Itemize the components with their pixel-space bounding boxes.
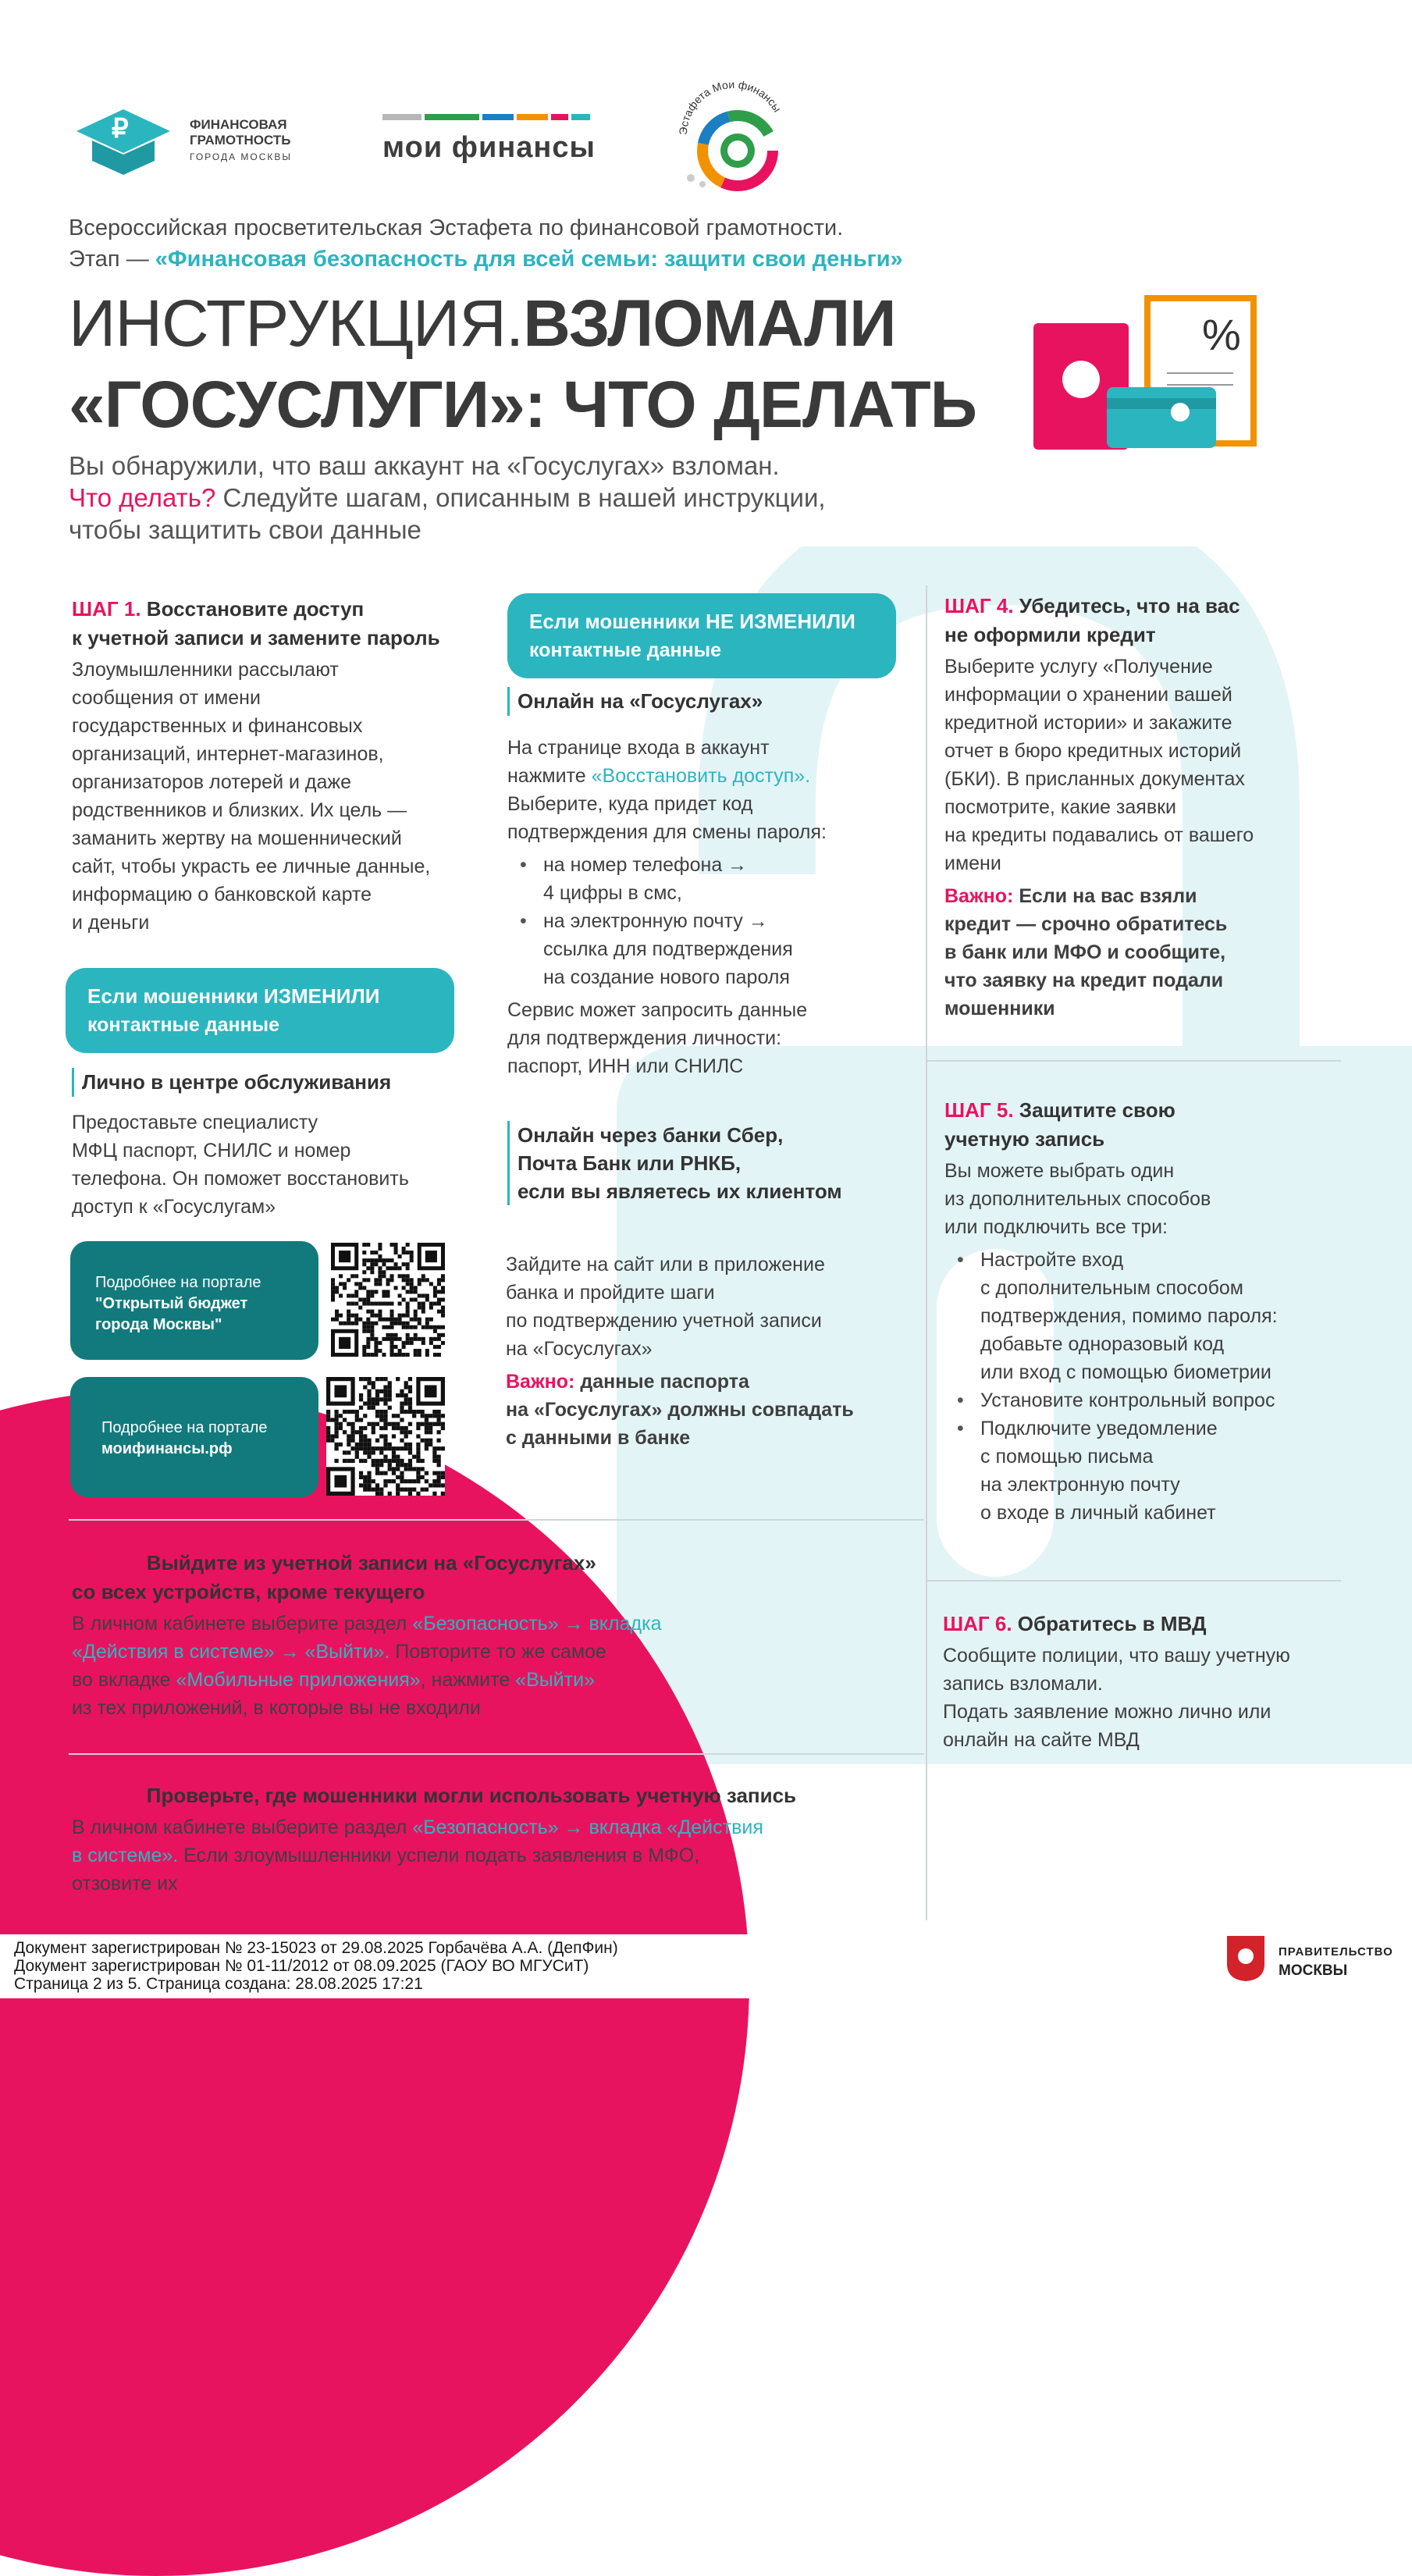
- step-5-body: [944, 1157, 1358, 1241]
- list-item: • Установите контрольный вопрос: [944, 1386, 1358, 1414]
- title-bold-2: «ГОСУСЛУГИ»: ЧТО ДЕЛАТЬ: [69, 368, 977, 441]
- gov-line-1: ПРАВИТЕЛЬСТВО: [1279, 1945, 1393, 1959]
- text-line: Вы можете выбрать один: [944, 1160, 1175, 1182]
- step-3-title: ШАГ 3. Проверьте, где мошенники могли использовать учетную запись: [72, 1784, 797, 1807]
- online-gosuslugi-heading: Онлайн на «Госуслугах»: [507, 687, 763, 716]
- stage-name: «Финансовая безопасность для всей семьи: защити свои деньги»: [155, 247, 903, 272]
- step-1: [72, 595, 509, 937]
- step-4-title: ШАГ 4. Убедитесь, что на вас не оформили кредит: [944, 594, 1240, 646]
- text-line: организаторов лотерей и даже: [72, 771, 352, 793]
- portal-moifinansy-button[interactable]: [70, 1377, 318, 1497]
- in-person-heading: Лично в центре обслуживания: [72, 1068, 391, 1097]
- step-2-title: ШАГ 2. Выйдите из учетной записи на «Госуслугах» со всех устройств, кроме текущего: [72, 1551, 596, 1603]
- step-3: [72, 1781, 915, 1898]
- gov-line-2: МОСКВЫ: [1279, 1962, 1348, 1979]
- security-link[interactable]: «Безопасность» → вкладка: [412, 1613, 662, 1635]
- footer-line-3: Страница 2 из 5. Страница создана: 28.08.2025 17:21: [14, 1975, 423, 1993]
- text-line: государственных и финансовых: [72, 715, 363, 737]
- qr-code-icon[interactable]: [326, 1377, 445, 1496]
- step-1-title: ШАГ 1. Восстановите доступ к учетной записи и замените пароль: [72, 597, 440, 649]
- step-4: [944, 592, 1350, 1023]
- online-gosuslugi-body: На странице входа в аккаунт нажмите «Восстановить доступ». Выберите, куда придет код подтверждения для смены пароля: • на номер телефона → 4 цифры в смс, • на электронную почту → ссылка для подтверждения на создание нового пароля Сервис может запросить данные для подтверждения личности: паспорт, ИНН или СНИЛС: [507, 734, 913, 1080]
- title-bold-1: ВЗЛОМАЛИ: [523, 286, 896, 360]
- title-light: ИНСТРУКЦИЯ.: [69, 286, 524, 360]
- text-line: Сообщите полиции, что вашу учетную: [943, 1645, 1290, 1667]
- relay-logo-icon: [663, 69, 804, 201]
- subtitle-line-2: Что делать? Следуйте шагам, описанным в нашей инструкции,: [69, 483, 826, 512]
- text-line: Предоставьте специалисту: [72, 1112, 318, 1133]
- step-4-body: [944, 653, 1350, 877]
- registration-footer: [14, 1939, 618, 1993]
- column-divider-right: [926, 585, 927, 1920]
- text-line: доступ к «Госуслугам»: [72, 1196, 276, 1218]
- logo-line-1: ФИНАНСОВАЯ: [190, 117, 287, 132]
- financial-literacy-logo: [69, 100, 303, 178]
- footer-line-2: Документ зарегистрирован № 01-11/2012 от 08.09.2025 (ГАОУ ВО МГУСиТ): [14, 1957, 589, 1975]
- step-2-body: В личном кабинете выберите раздел «Безопасность» → вкладка «Действия в системе» → «Выйти». Повторите то же самое во вкладке «Мобильные приложения», нажмите «Выйти» из тех приложений, в которые вы не входили: [72, 1613, 662, 1719]
- step-6-title: ШАГ 6. Обратитесь в МВД: [943, 1612, 1207, 1635]
- step-6: [943, 1610, 1357, 1754]
- mobile-apps-link[interactable]: «Мобильные приложения»: [176, 1669, 421, 1691]
- text-line: на «Госуслугах»: [506, 1338, 653, 1360]
- text-line: родственников и близких. Их цель —: [72, 799, 407, 821]
- row-divider-2: [69, 1753, 924, 1755]
- in-system-link[interactable]: в системе».: [72, 1845, 179, 1866]
- text-line: или подключить все три:: [944, 1216, 1168, 1238]
- divider-step5-6: [927, 1580, 1341, 1582]
- step-2: [72, 1549, 915, 1722]
- actions-exit-link[interactable]: «Действия в системе» → «Выйти».: [72, 1641, 390, 1663]
- subtitle-line-1: Вы обнаружили, что ваш аккаунт на «Госуслугах» взломан.: [69, 451, 780, 480]
- logo-line-2: ГРАМОТНОСТЬ: [190, 133, 291, 148]
- text-line: кредитной истории» и закажите: [944, 712, 1232, 734]
- text-line: банка и пройдите шаги: [506, 1282, 715, 1304]
- list-item: • Подключите уведомление с помощью письма на электронную почту о входе в личный кабинет: [944, 1414, 1358, 1527]
- text-line: отчет в бюро кредитных историй: [944, 740, 1242, 762]
- step-4-important: Важно: Если на вас взяли кредит — срочно обратитесь в банк или МФО и сообщите, что заявку на кредит подали мошенники: [944, 885, 1228, 1019]
- step-5-list: [944, 1246, 1358, 1527]
- text-line: МФЦ паспорт, СНИЛС и номер: [72, 1140, 351, 1162]
- text-line: для подтверждения личности:: [507, 1027, 782, 1049]
- list-item: • на номер телефона → 4 цифры в смс,: [507, 851, 913, 907]
- step-1-body: [72, 656, 509, 937]
- intro-line-1: Всероссийская просветительская Эстафета по финансовой грамотности.: [69, 215, 844, 240]
- exit-link[interactable]: «Выйти»: [515, 1669, 596, 1691]
- intro-line-2: Этап — «Финансовая безопасность для всей семьи: защити свои деньги»: [69, 247, 903, 272]
- step-5: [944, 1096, 1358, 1527]
- text-line: заманить жертву на мошеннический: [72, 827, 402, 849]
- moscow-government-logo: [1225, 1934, 1397, 1989]
- row-divider-1: [69, 1519, 924, 1521]
- in-person-body: [72, 1108, 509, 1221]
- text-line: Подать заявление можно лично или: [943, 1701, 1272, 1723]
- moi-finansy-logo: [382, 109, 601, 172]
- text-line: паспорт, ИНН или СНИЛС: [507, 1055, 744, 1077]
- text-line: Почта Банк или РНКБ,: [517, 1151, 742, 1175]
- text-line: на кредиты подавались от вашего: [944, 824, 1254, 846]
- portal1-line3: города Москвы": [95, 1316, 222, 1333]
- restore-access-link[interactable]: «Восстановить доступ».: [591, 765, 811, 787]
- footer-line-1: Документ зарегистрирован № 23-15023 от 29.08.2025 Горбачёва А.А. (ДепФин): [14, 1939, 618, 1957]
- portal1-line2: "Открытый бюджет: [95, 1295, 248, 1312]
- text-line: Злоумышленники рассылают: [72, 659, 339, 681]
- svg-text:%: %: [1202, 310, 1241, 359]
- moscow-coat-of-arms-icon: [1225, 1934, 1266, 1983]
- step-6-body: [943, 1642, 1357, 1754]
- online-banks-body: Зайдите на сайт или в приложение банка и пройдите шаги по подтверждению учетной записи на «Госуслугах» Важно: данные паспорта на «Госуслугах» должны совпадать с данными в банке: [506, 1251, 912, 1452]
- divider-step4-5: [927, 1060, 1341, 1062]
- text-line: из дополнительных способов: [944, 1188, 1211, 1210]
- text-line: и деньги: [72, 912, 150, 934]
- text-line: запись взломали.: [943, 1673, 1103, 1695]
- text-line: информацию о банковской карте: [72, 884, 372, 906]
- step-5-title: ШАГ 5. Защитите свою учетную запись: [944, 1098, 1175, 1151]
- text-line: посмотрите, какие заявки: [944, 796, 1176, 818]
- text-line: (БКИ). В присланных документах: [944, 768, 1245, 790]
- svg-text:₽: ₽: [112, 114, 129, 144]
- subtitle-line-3: чтобы защитить свои данные: [69, 515, 421, 544]
- portal2-line1: Подробнее на портале: [101, 1419, 268, 1436]
- relay-logo-text: Эстафета Мои финансы: [676, 77, 784, 136]
- graduation-cap-icon: [69, 100, 178, 178]
- portal1-line1: Подробнее на портале: [95, 1274, 261, 1291]
- list-item: • на электронную почту → ссылка для подтверждения на создание нового пароля: [507, 907, 913, 991]
- text-line: по подтверждению учетной записи: [506, 1310, 822, 1332]
- text-line: Зайдите на сайт или в приложение: [506, 1254, 825, 1276]
- logo-line-3: ГОРОДА МОСКВЫ: [190, 151, 293, 162]
- text-line: информации о хранении вашей: [944, 684, 1232, 706]
- documents-illustration-icon: [1030, 295, 1264, 451]
- pill-contacts-changed: Если мошенники ИЗМЕНИЛИ контактные данные: [66, 968, 454, 1053]
- text-line: имени: [944, 852, 1001, 874]
- portal-open-budget-button[interactable]: [70, 1241, 318, 1360]
- qr-code-icon[interactable]: [331, 1243, 445, 1357]
- text-line: сообщения от имени: [72, 687, 261, 709]
- code-destination-list: [507, 851, 913, 991]
- pill-contacts-not-changed: Если мошенники НЕ ИЗМЕНИЛИ контактные данные: [507, 593, 896, 678]
- subtitle: [69, 450, 826, 546]
- text-line: телефона. Он поможет восстановить: [72, 1168, 409, 1190]
- text-line: Сервис может запросить данные: [507, 999, 808, 1021]
- online-banks-heading: [507, 1121, 842, 1205]
- portal2-line2: моифинансы.рф: [101, 1440, 233, 1457]
- moi-finansy-text: мои финансы: [382, 131, 596, 164]
- security-actions-link[interactable]: «Безопасность» → вкладка «Действия: [412, 1816, 763, 1838]
- step-3-body: В личном кабинете выберите раздел «Безопасность» → вкладка «Действия в системе». Если злоумышленники успели подать заявления в МФО, отзовите их: [72, 1816, 763, 1895]
- list-item: • Настройте вход с дополнительным способом подтверждения, помимо пароля: добавьте одноразовый код или вход с помощью биометрии: [944, 1246, 1358, 1386]
- text-line: сайт, чтобы украсть ее личные данные,: [72, 856, 431, 877]
- text-line: онлайн на сайте МВД: [943, 1729, 1140, 1751]
- text-line: если вы являетесь их клиентом: [517, 1179, 842, 1203]
- text-line: Выберите услугу «Получение: [944, 656, 1213, 678]
- intro-text: [69, 212, 903, 275]
- text-line: Онлайн через банки Сбер,: [517, 1123, 784, 1147]
- text-line: организаций, интернет-магазинов,: [72, 743, 384, 765]
- page-title: [69, 283, 976, 445]
